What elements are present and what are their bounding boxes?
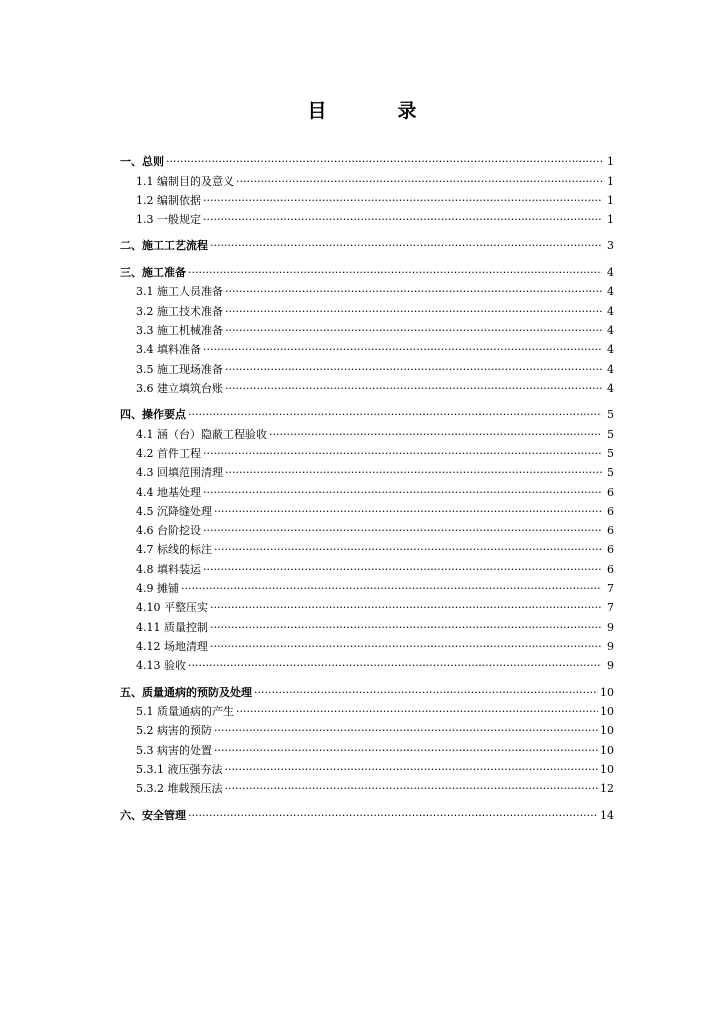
toc-entry-label: 4.12 场地清理 (136, 639, 208, 653)
dot-leader (225, 321, 602, 340)
dot-leader (269, 425, 602, 444)
toc-subsection-entry[interactable] (120, 540, 614, 559)
toc-subsection-entry[interactable] (120, 425, 614, 444)
dot-leader (225, 760, 599, 779)
toc-subsection-entry[interactable] (120, 579, 614, 598)
toc-entry-label: 4.7 标线的标注 (136, 543, 212, 557)
dot-leader (210, 637, 602, 656)
dot-leader (225, 379, 602, 398)
toc-section-entry[interactable] (120, 236, 614, 256)
dot-leader (188, 263, 602, 283)
dot-leader (254, 683, 598, 703)
toc-subsection-entry[interactable] (120, 483, 614, 502)
toc-section-entry[interactable] (120, 683, 614, 703)
page-title: 目 录 (307, 100, 443, 122)
toc-page-number: 6 (607, 562, 614, 576)
toc-entry-label: 5.3.2 堆载预压法 (136, 782, 223, 796)
toc-subsection-entry[interactable] (120, 521, 614, 540)
dot-leader (225, 282, 602, 301)
toc-entry-label: 五、质量通病的预防及处理 (120, 685, 252, 699)
toc-subsection-entry[interactable] (120, 463, 614, 482)
dot-leader (236, 172, 602, 191)
toc-page-number: 9 (607, 659, 614, 673)
toc-entry-label: 六、安全管理 (120, 808, 186, 822)
dot-leader (203, 340, 602, 359)
dot-leader (210, 236, 602, 256)
toc-entry-label: 1.3 一般规定 (136, 213, 201, 227)
toc-entry-label: 3.6 建立填筑台账 (136, 381, 223, 395)
dot-leader (203, 560, 602, 579)
dot-leader (225, 779, 599, 798)
toc-entry-label: 3.5 施工现场准备 (136, 362, 223, 376)
toc-subsection-entry[interactable] (120, 172, 614, 191)
toc-page-number: 10 (600, 705, 614, 719)
toc-entry-label: 5.3.1 液压强夯法 (136, 762, 223, 776)
toc-page-number: 4 (607, 362, 614, 376)
toc-entry-label: 4.4 地基处理 (136, 485, 201, 499)
toc-page-number: 1 (607, 155, 614, 168)
toc-subsection-entry[interactable] (120, 560, 614, 579)
toc-subsection-entry[interactable] (120, 379, 614, 398)
toc-entry-label: 3.3 施工机械准备 (136, 323, 223, 337)
toc-page-number: 4 (607, 323, 614, 337)
toc-subsection-entry[interactable] (120, 321, 614, 340)
toc-section-entry[interactable] (120, 806, 614, 826)
dot-leader (225, 463, 602, 482)
toc-entry-label: 4.13 验收 (136, 659, 186, 673)
toc-section-entry[interactable] (120, 152, 614, 172)
toc-entry-label: 3.1 施工人员准备 (136, 285, 223, 299)
dot-leader (188, 405, 602, 425)
dot-leader (181, 579, 602, 598)
toc-entry-label: 四、操作要点 (120, 408, 186, 422)
toc-page-number: 10 (600, 685, 614, 699)
toc-page-number: 4 (607, 304, 614, 318)
toc-page-number: 4 (607, 343, 614, 357)
toc-page-number: 4 (607, 265, 614, 279)
toc-entry-label: 4.2 首件工程 (136, 446, 201, 460)
toc-subsection-entry[interactable] (120, 282, 614, 301)
toc-entry-label: 4.1 涵（台）隐蔽工程验收 (136, 427, 267, 441)
dot-leader (210, 598, 602, 617)
toc-page-number: 7 (607, 582, 614, 596)
toc-page-number: 1 (607, 174, 614, 188)
toc-entry-label: 5.1 质量通病的产生 (136, 705, 234, 719)
dot-leader (225, 360, 602, 379)
dot-leader (188, 806, 598, 826)
toc-subsection-entry[interactable] (120, 210, 614, 229)
toc-page-number: 5 (607, 408, 614, 422)
toc-entry-label: 4.3 回填范围清理 (136, 466, 223, 480)
toc-page-number: 9 (607, 620, 614, 634)
toc-page-number: 1 (607, 213, 614, 227)
toc-entry-label: 4.6 台阶挖设 (136, 524, 201, 538)
toc-page-number: 6 (607, 524, 614, 538)
dot-leader (166, 152, 602, 172)
toc-subsection-entry[interactable] (120, 702, 614, 721)
dot-leader (188, 656, 602, 675)
dot-leader (203, 191, 602, 210)
dot-leader (210, 618, 602, 637)
toc-subsection-entry[interactable] (120, 618, 614, 637)
toc-page-number: 4 (607, 381, 614, 395)
toc-page-number: 5 (607, 446, 614, 460)
toc-page-number: 10 (600, 762, 614, 776)
toc-subsection-entry[interactable] (120, 502, 614, 521)
toc-entry-label: 4.9 摊铺 (136, 582, 179, 596)
dot-leader (203, 483, 602, 502)
toc-entry-label: 一、总则 (120, 155, 164, 168)
toc-entry-label: 4.5 沉降缝处理 (136, 504, 212, 518)
toc-page-number: 5 (607, 427, 614, 441)
toc-entry-label: 5.2 病害的预防 (136, 724, 212, 738)
dot-leader (225, 302, 602, 321)
dot-leader (214, 721, 598, 740)
toc-subsection-entry[interactable] (120, 760, 614, 779)
dot-leader (203, 444, 602, 463)
toc-subsection-entry[interactable] (120, 360, 614, 379)
toc-entry-label: 3.2 施工技术准备 (136, 304, 223, 318)
dot-leader (203, 210, 602, 229)
toc-page-number: 10 (600, 743, 614, 757)
toc-entry-label: 1.2 编制依据 (136, 193, 201, 207)
toc-page-number: 10 (600, 724, 614, 738)
toc-subsection-entry[interactable] (120, 191, 614, 210)
toc-page-number: 3 (607, 239, 614, 253)
toc-page-number: 14 (600, 808, 614, 822)
toc-subsection-entry[interactable] (120, 444, 614, 463)
toc-section-entry[interactable] (120, 263, 614, 283)
toc-entry-label: 3.4 填料准备 (136, 343, 201, 357)
dot-leader (214, 502, 602, 521)
dot-leader (236, 702, 598, 721)
dot-leader (214, 540, 602, 559)
toc-page-number: 5 (607, 466, 614, 480)
toc-page-number: 6 (607, 543, 614, 557)
dot-leader (214, 741, 598, 760)
toc-entry-label: 4.11 质量控制 (136, 620, 208, 634)
toc-page-number: 12 (600, 782, 614, 796)
toc-page-number: 4 (607, 285, 614, 299)
toc-subsection-entry[interactable] (120, 656, 614, 675)
toc-subsection-entry[interactable] (120, 779, 614, 798)
toc-section-entry[interactable] (120, 405, 614, 425)
toc-entry-label: 5.3 病害的处置 (136, 743, 212, 757)
toc-entry-label: 4.10 平整压实 (136, 601, 208, 615)
toc-page-number: 6 (607, 485, 614, 499)
toc-subsection-entry[interactable] (120, 721, 614, 740)
toc-subsection-entry[interactable] (120, 741, 614, 760)
toc-entry-label: 二、施工工艺流程 (120, 239, 208, 253)
toc-page-number: 1 (607, 193, 614, 207)
toc-page-number: 6 (607, 504, 614, 518)
toc-subsection-entry[interactable] (120, 637, 614, 656)
toc-entry-label: 4.8 填料装运 (136, 562, 201, 576)
toc-entry-label: 1.1 编制目的及意义 (136, 174, 234, 188)
toc-page-number: 7 (607, 601, 614, 615)
toc-subsection-entry[interactable] (120, 302, 614, 321)
toc-subsection-entry[interactable] (120, 598, 614, 617)
toc-entry-label: 三、施工准备 (120, 265, 186, 279)
toc-subsection-entry[interactable] (120, 340, 614, 359)
toc-page-number: 9 (607, 639, 614, 653)
table-of-contents (120, 152, 614, 825)
dot-leader (203, 521, 602, 540)
